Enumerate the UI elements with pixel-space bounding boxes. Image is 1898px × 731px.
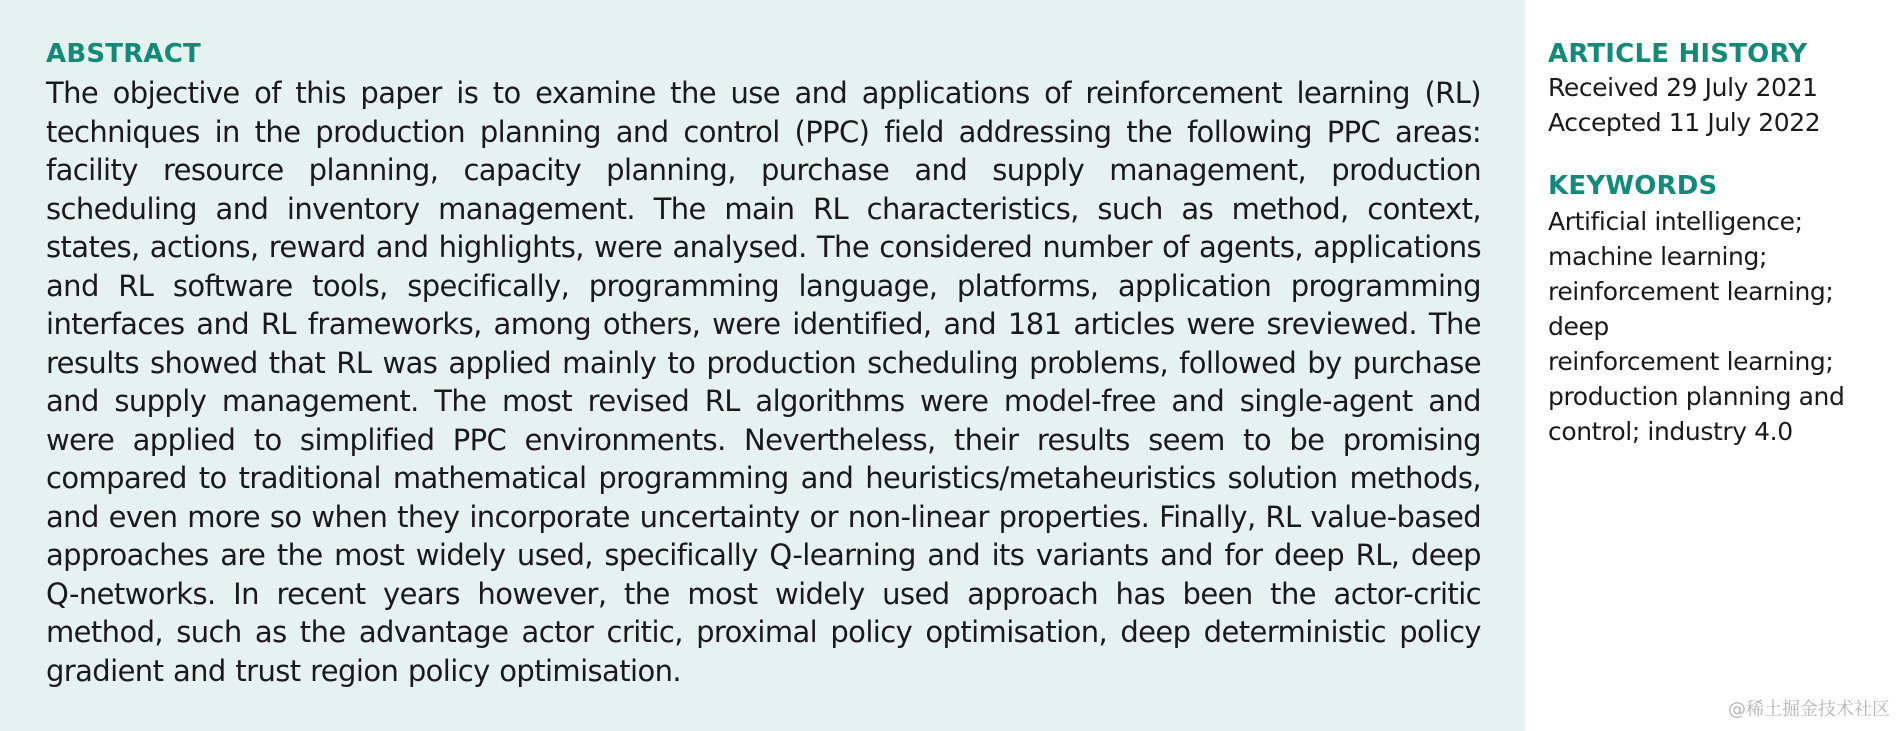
keywords-heading: KEYWORDS	[1548, 171, 1718, 201]
received-date: Received 29 July 2021	[1548, 73, 1818, 102]
article-history-block	[1548, 38, 1888, 140]
article-sidebar	[1548, 38, 1888, 449]
accepted-date: Accepted 11 July 2022	[1548, 108, 1821, 137]
abstract-heading: ABSTRACT	[46, 39, 201, 69]
article-history-heading: ARTICLE HISTORY	[1548, 39, 1808, 69]
watermark: @稀土掘金技术社区	[1728, 699, 1890, 720]
abstract-text: The objective of this paper is to examine the use and applications of reinforcement learning (RL) techniques in the production planning and control (PPC) field addressing the following PPC areas: facility resource planning, capacity planning, purchase and supply management, production scheduling and inventory management. The main RL characteristics, such as method, context, states, actions, reward and highlights, were analysed. The considered number of agents, applications and RL software tools, specifically, programming language, platforms, application programming interfaces and RL frameworks, among others, were identified, and 181 articles were sreviewed. The results showed that RL was applied mainly to production scheduling problems, followed by purchase and supply management. The most revised RL algorithms were model-free and single-agent and were applied to simplified PPC environments. Nevertheless, their results seem to be promising compared to traditional mathematical programming and heuristics/metaheuristics solution methods, and even more so when they incorporate uncertainty or non-linear properties. Finally, RL value-based approaches are the most widely used, specifically Q-learning and its variants and for deep RL, deep Q-networks. In recent years however, the most widely used approach has been the actor-critic method, such as the advantage actor critic, proximal policy optimisation, deep deterministic policy gradient and trust region policy optimisation.	[46, 76, 1481, 688]
keywords-block	[1548, 170, 1888, 449]
keywords-list: Artificial intelligence; machine learning; reinforcement learning; deep reinforcement learning; production planning and control; industry 4.0	[1548, 207, 1845, 446]
